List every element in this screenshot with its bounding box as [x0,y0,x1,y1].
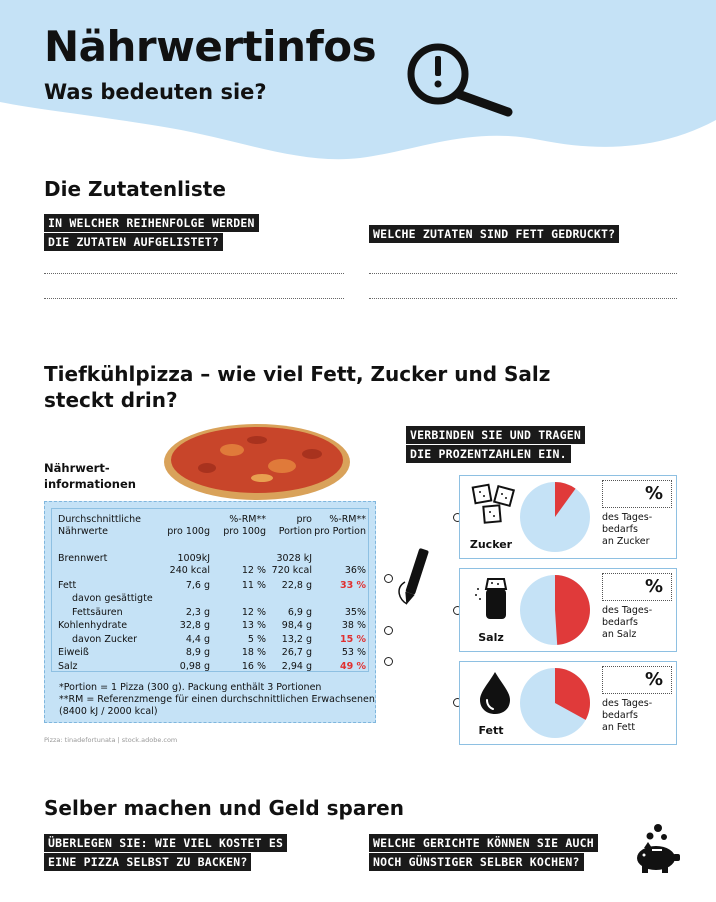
question-pizza-kosten [44,834,287,872]
table-cell: 720 kcal [271,565,312,576]
section-title-line: steckt drin? [44,388,178,412]
table-cell: 0,98 g [179,661,210,672]
question-line: EINE PIZZA SELBST ZU BACKEN? [44,853,251,871]
table-cell: 5 % [247,634,266,645]
card-fett [459,661,677,745]
table-cell: 3028 kJ [276,553,312,564]
row-label: Kohlenhydrate [58,620,128,631]
table-cell: 240 kcal [169,565,210,576]
section-title-pizza [44,361,550,413]
row-label: davon Zucker [72,634,137,645]
table-cell: 32,8 g [179,620,210,631]
desc-line: an Salz [602,629,637,640]
answer-line[interactable] [369,298,677,299]
row-label: Fett [58,580,77,591]
table-cell: 13 % [241,620,266,631]
header-cell: %-RM** [229,514,266,525]
header-cell: pro Portion [314,526,366,537]
percent-symbol: % [644,483,663,504]
answer-line[interactable] [44,273,344,274]
pie-slice [555,575,590,645]
header-cell: pro 100g [167,526,210,537]
section-title-zutaten: Die Zutatenliste [44,177,226,201]
table-cell: 7,6 g [185,580,210,591]
connect-dot-fett[interactable] [384,574,393,583]
pie-chart-salz [518,573,592,647]
answer-line[interactable] [44,298,344,299]
connect-dot-salz[interactable] [384,657,393,666]
table-cell: 98,4 g [281,620,312,631]
question-line: NOCH GÜNSTIGER SELBER KOCHEN? [369,853,584,871]
pie-chart-zucker [518,480,592,554]
table-cell: 53 % [341,647,366,658]
table-cell: 49 % [339,661,366,672]
table-cell: 38 % [341,620,366,631]
percent-symbol: % [644,576,663,597]
header-cell: pro 100g [223,526,266,537]
section-title-selber: Selber machen und Geld sparen [44,796,404,820]
question-fett-gedruckt [369,225,619,244]
table-cell: 12 % [241,607,266,618]
percent-input-fett[interactable] [602,666,672,694]
pizza-image [162,418,352,502]
table-cell: 26,7 g [281,647,312,658]
instruction-line: DIE PROZENTZAHLEN EIN. [406,445,571,463]
table-cell: 35% [344,607,366,618]
piggy-bank-icon [630,822,684,874]
nutrition-label-caption [44,460,136,492]
header-cell: pro [296,514,312,525]
page-subtitle: Was bedeuten sie? [44,80,267,104]
table-cell: 13,2 g [281,634,312,645]
header-cell: Durchschnittliche [58,514,141,525]
card-name: Zucker [469,538,513,551]
question-line: ÜBERLEGEN SIE: WIE VIEL KOSTET ES [44,834,287,852]
connect-dot-zucker[interactable] [384,626,393,635]
nutrition-table-frame [51,508,369,672]
card-description [602,512,652,548]
instruction-line: VERBINDEN SIE UND TRAGEN [406,426,585,444]
pen-icon [395,546,435,610]
image-credit: Pizza: tinadefortunata | stock.adobe.com [44,736,178,744]
desc-line: bedarfs [602,710,638,721]
table-cell: 33 % [339,580,366,591]
table-cell: 2,94 g [281,661,312,672]
row-label: Fettsäuren [72,607,123,618]
page-title: Nährwertinfos [44,22,377,71]
footnote: *Portion = 1 Pizza (300 g). Packung enthält 3 Portionen [59,682,322,693]
table-cell: 1009kJ [177,553,210,564]
desc-line: bedarfs [602,524,638,535]
card-description [602,605,652,641]
table-cell: 4,4 g [185,634,210,645]
question-line: DIE ZUTATEN AUFGELISTET? [44,233,223,251]
nutrition-table [44,501,376,723]
question-line: IN WELCHER REIHENFOLGE WERDEN [44,214,259,232]
table-cell: 6,9 g [287,607,312,618]
table-cell: 2,3 g [185,607,210,618]
desc-line: des Tages- [602,512,653,523]
desc-line: bedarfs [602,617,638,628]
footnote: (8400 kJ / 2000 kcal) [59,706,158,717]
desc-line: an Zucker [602,536,650,547]
header-cell: Portion [278,526,312,537]
percent-input-salz[interactable] [602,573,672,601]
oil-drop-icon [470,668,520,716]
sugar-cubes-icon [470,482,520,530]
desc-line: an Fett [602,722,636,733]
salt-shaker-icon [470,575,520,623]
header-cell: %-RM** [329,514,366,525]
section-title-line: Tiefkühlpizza – wie viel Fett, Zucker und Salz [44,362,551,386]
table-cell: 36% [344,565,366,576]
instruction-label [406,426,585,464]
table-cell: 12 % [241,565,266,576]
question-reihenfolge [44,214,259,252]
row-label: Salz [58,661,78,672]
card-description [602,698,652,734]
card-name: Salz [478,631,504,644]
percent-input-zucker[interactable] [602,480,672,508]
caption-line: Nährwert- [44,461,110,475]
table-cell: 18 % [241,647,266,658]
footnote: **RM = Referenzmenge für einen durchschnittlichen Erwachsenen [59,694,375,705]
table-cell: 16 % [241,661,266,672]
magnifier-icon [404,38,516,120]
card-zucker [459,475,677,559]
card-name: Fett [478,724,504,737]
desc-line: des Tages- [602,605,653,616]
table-cell: 11 % [241,580,266,591]
card-salz [459,568,677,652]
caption-line: informationen [44,477,136,491]
row-label: Brennwert [58,553,108,564]
row-label: davon gesättigte [72,593,153,604]
question-line: WELCHE ZUTATEN SIND FETT GEDRUCKT? [369,225,619,243]
question-gerichte [369,834,598,872]
table-cell: 15 % [339,634,366,645]
answer-line[interactable] [369,273,677,274]
table-cell: 8,9 g [185,647,210,658]
percent-symbol: % [644,669,663,690]
header-cell: Nährwerte [58,526,108,537]
desc-line: des Tages- [602,698,653,709]
question-line: WELCHE GERICHTE KÖNNEN SIE AUCH [369,834,598,852]
pie-chart-fett [518,666,592,740]
row-label: Eiweiß [58,647,89,658]
table-cell: 22,8 g [281,580,312,591]
